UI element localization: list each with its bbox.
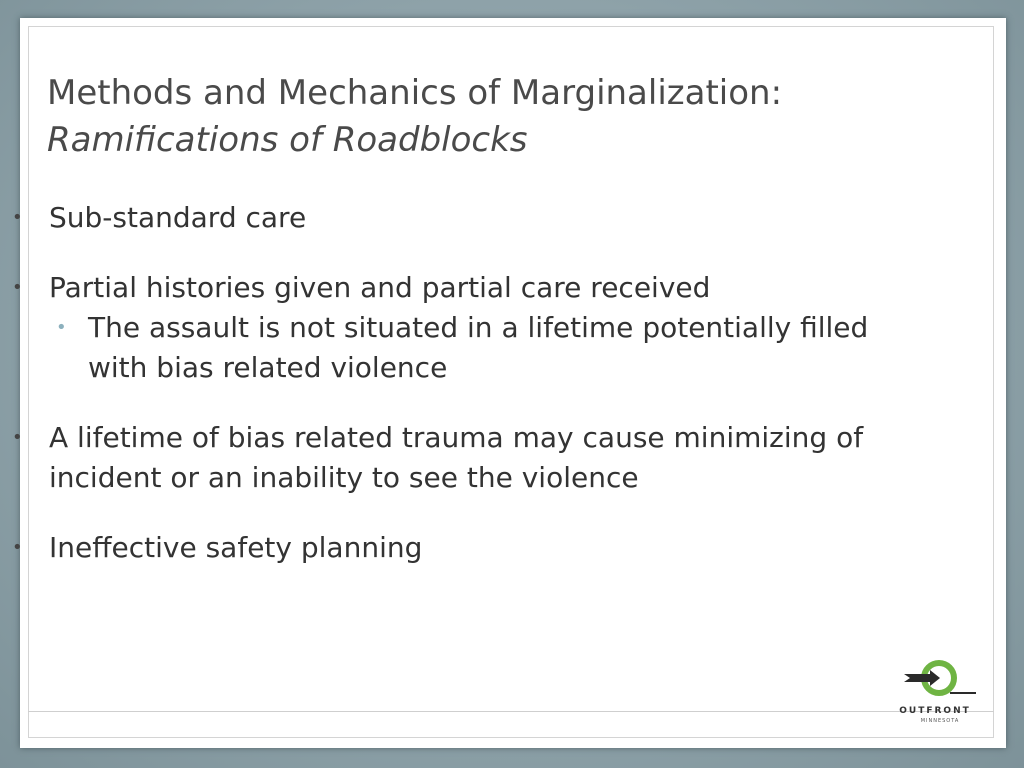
- sub-bullet-item: [20, 308, 920, 388]
- bullet-dot-icon: •: [12, 427, 23, 448]
- sub-bullet-dot-icon: •: [56, 317, 67, 338]
- bullet-text: Sub-standard care: [49, 201, 307, 234]
- logo-subtitle: MINNESOTA: [920, 718, 960, 724]
- slide-title: [47, 70, 947, 164]
- bullet-list: [12, 198, 920, 598]
- sub-bullet-text: The assault is not situated in a lifetime potentially filled with bias related violence: [88, 311, 869, 384]
- bullet-text: Ineffective safety planning: [49, 531, 423, 564]
- footer-divider: [28, 711, 994, 712]
- bullet-dot-icon: •: [12, 277, 23, 298]
- outfront-logo: [890, 656, 980, 731]
- slide: [12, 18, 1006, 748]
- bullet-dot-icon: •: [12, 537, 23, 558]
- bullet-text: A lifetime of bias related trauma may cause minimizing of incident or an inability to see the violence: [49, 421, 864, 494]
- outfront-ring-logo-icon: [890, 656, 980, 706]
- bullet-text: Partial histories given and partial care received: [49, 271, 711, 304]
- bullet-item: [12, 198, 920, 238]
- bullet-item: [12, 268, 920, 308]
- bullet-item: [12, 528, 920, 568]
- bullet-item: [12, 418, 920, 498]
- logo-wordmark: OUTFRONT: [899, 706, 971, 716]
- title-line-2: Ramifications of Roadblocks: [47, 120, 528, 160]
- title-line-1: Methods and Mechanics of Marginalization:: [47, 73, 783, 113]
- bullet-dot-icon: •: [12, 207, 23, 228]
